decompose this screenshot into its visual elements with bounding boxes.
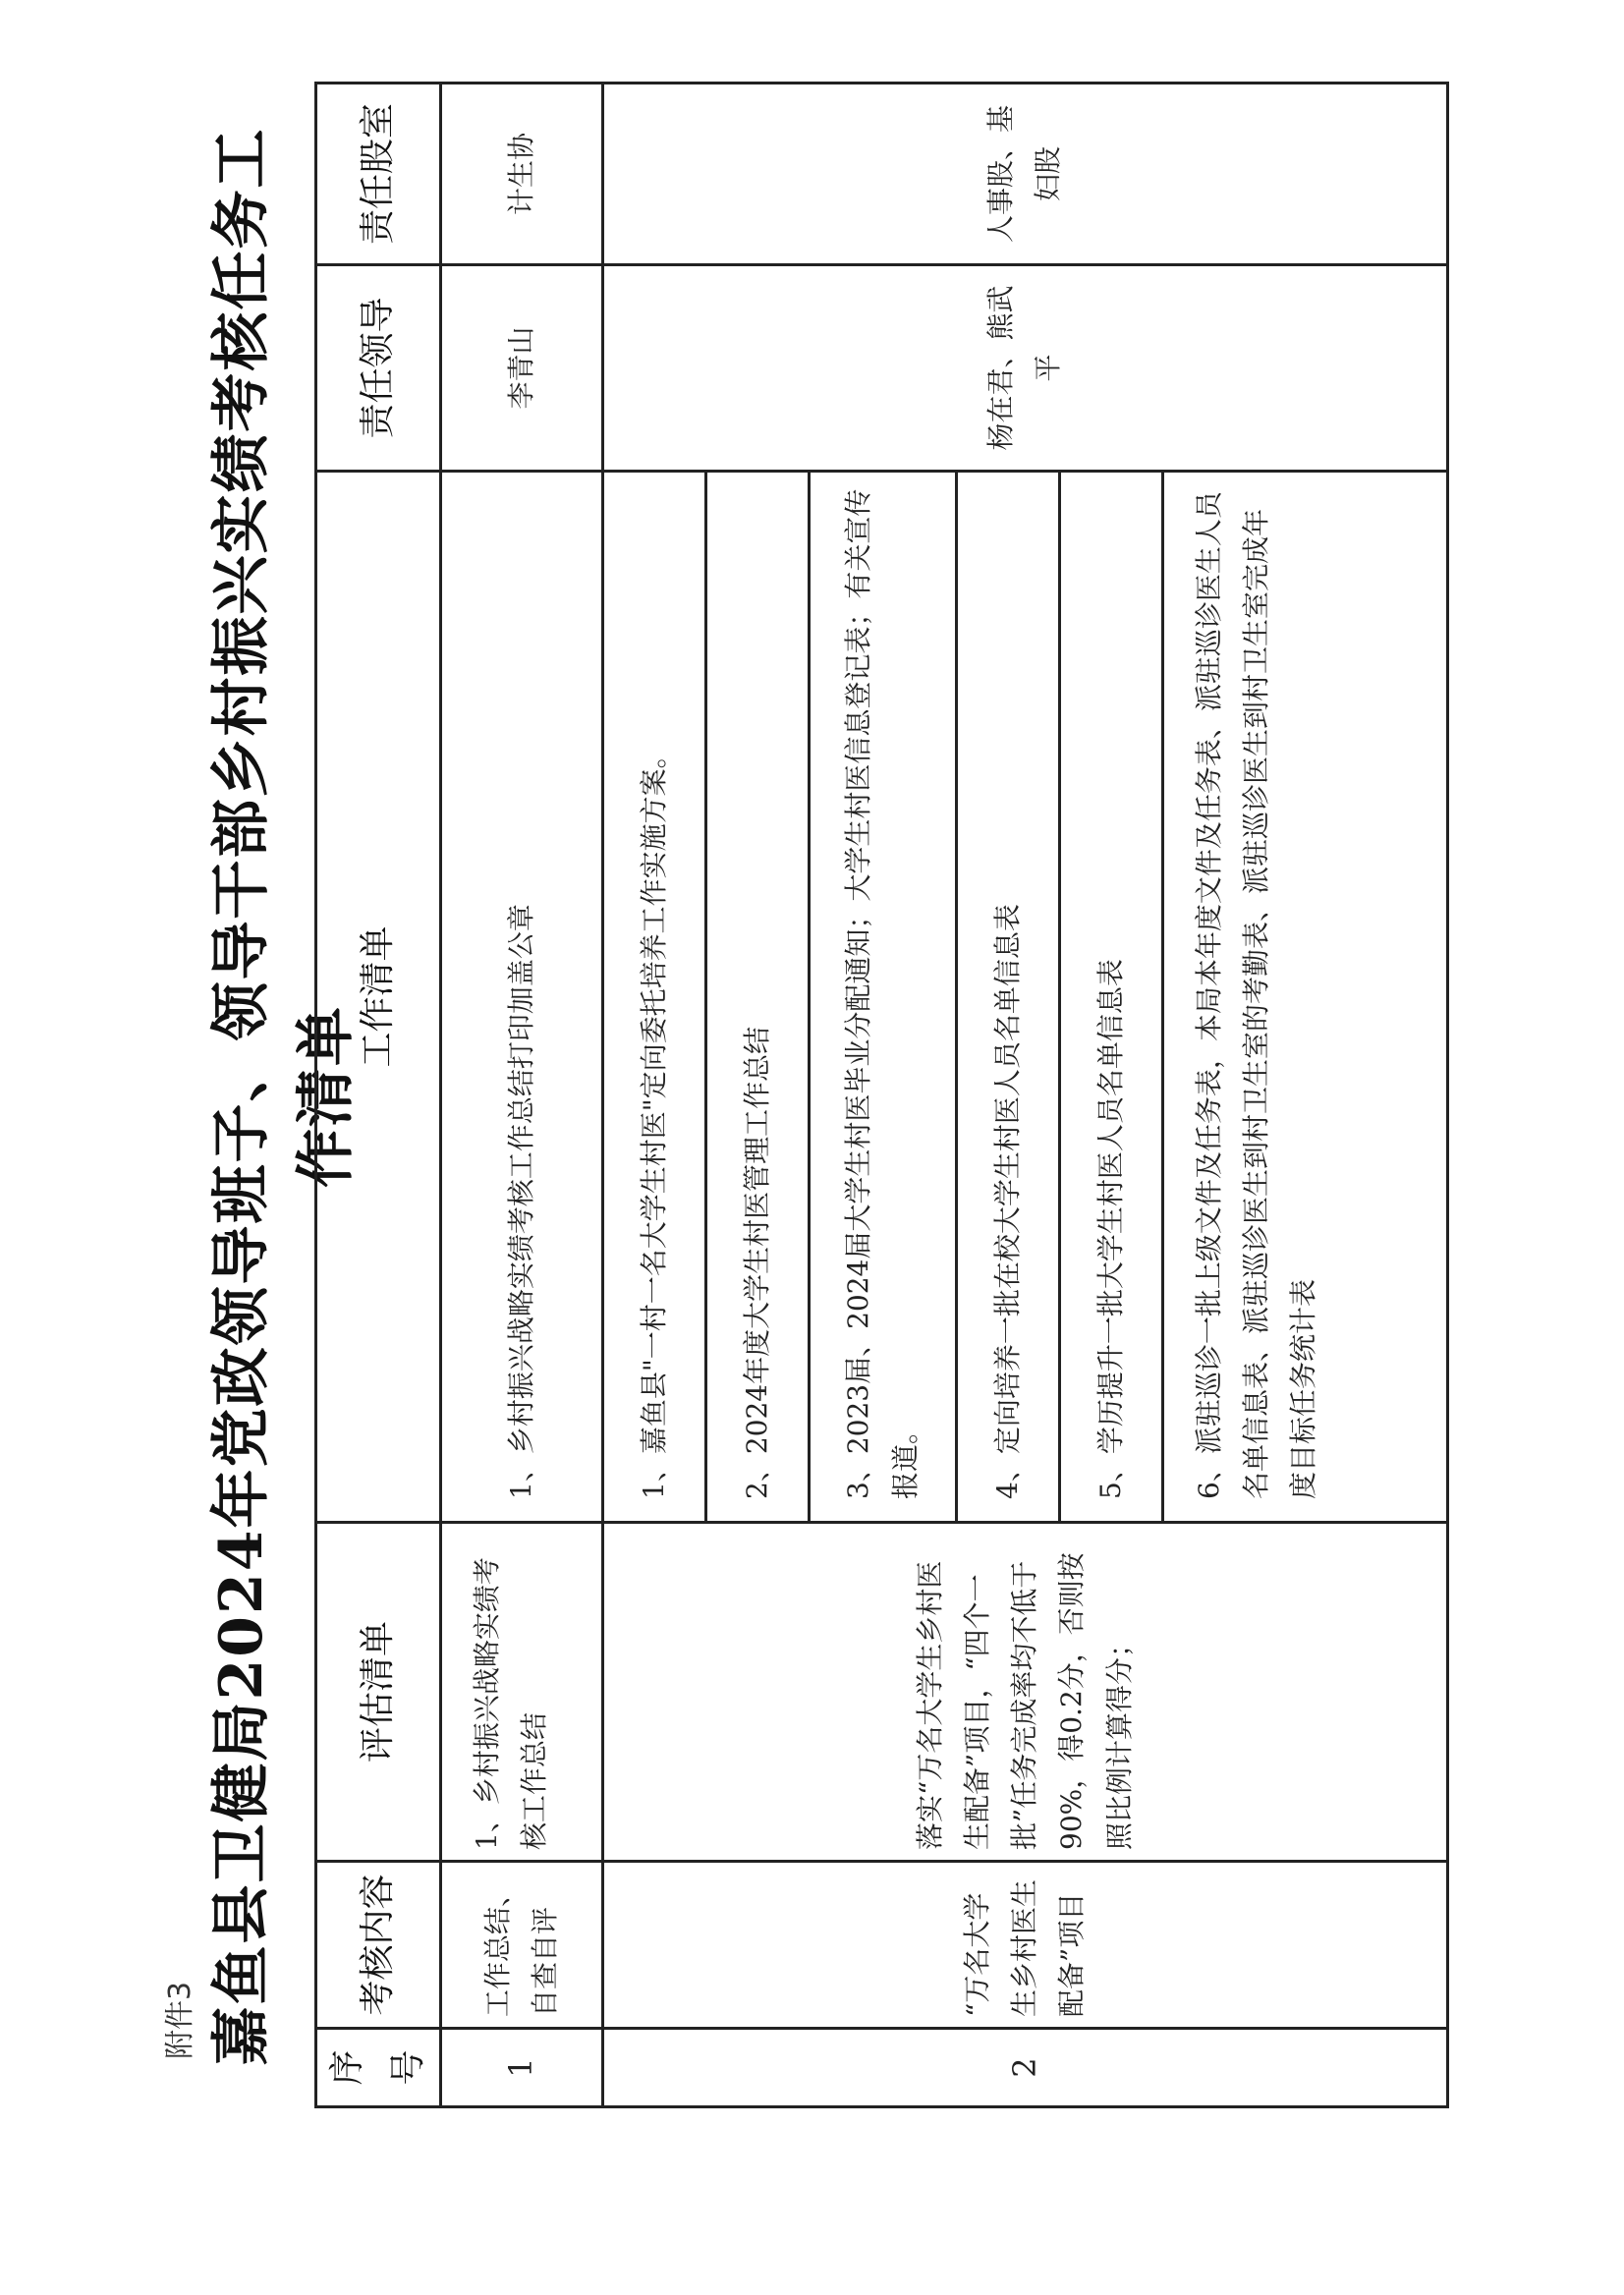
work-item: 6、派驻巡诊一批上级文件及任务表，本局本年度文件及任务表、派驻巡诊医生人员名单信息表、派驻巡诊医生到村卫生室的考勤表、派驻巡诊医生到村卫生室完成年度目标任务统计表: [1162, 472, 1447, 1523]
page-title: 嘉鱼县卫健局2024年党政领导班子、领导干部乡村振兴实绩考核任务工作清单: [207, 127, 361, 2066]
responsible-leader: 李青山: [440, 265, 602, 472]
attachment-label: 附件3: [163, 1981, 197, 2059]
table-row: [602, 84, 705, 2107]
header-content: 考核内容: [316, 1862, 441, 2029]
responsible-department: 计生协: [440, 84, 602, 265]
assessment-content-text: “万名大学生乡村医生配备”项目: [961, 1878, 1089, 2017]
table-row: [440, 84, 602, 2107]
assessment-list: 落实“万名大学生乡村医生配备”项目，“四个一批”任务完成率均不低于90%，得0.2分，否则按照比例计算得分；: [602, 1523, 1447, 1862]
assessment-list: 1、乡村振兴战略实绩考核工作总结: [440, 1523, 602, 1862]
header-dept: 责任股室: [316, 84, 441, 265]
header-no: 序号: [316, 2029, 441, 2107]
work-item: 5、学历提升一批大学生村医人员名单信息表: [1059, 472, 1162, 1523]
work-item: 1、嘉鱼县"一村一名大学生村医"定向委托培养工作实施方案。: [602, 472, 705, 1523]
header-leader: 责任领导: [316, 265, 441, 472]
work-item: 2、2024年度大学生村医管理工作总结: [705, 472, 809, 1523]
assessment-content: [602, 1862, 1447, 2029]
header-work: 工作清单: [316, 472, 441, 1523]
row-number: 2: [602, 2029, 1447, 2107]
assessment-content-text: 工作总结、自查自评: [480, 1878, 561, 2017]
header-assess: 评估清单: [316, 1523, 441, 1862]
assessment-content: [440, 1862, 602, 2029]
work-item: 1、乡村振兴战略实绩考核工作总结打印加盖公章: [440, 472, 602, 1523]
responsible-department: 人事股、基妇股: [602, 84, 1447, 265]
row-number: 1: [440, 2029, 602, 2107]
work-item: 3、2023届、2024届大学生村医毕业分配通知；大学生村医信息登记表；有关宣传报道。: [809, 472, 956, 1523]
work-item: 4、定向培养一批在校大学生村医人员名单信息表: [956, 472, 1059, 1523]
task-table: [314, 82, 1449, 2108]
responsible-leader: 杨在君、熊武平: [602, 265, 1447, 472]
table-header-row: [316, 84, 441, 2107]
